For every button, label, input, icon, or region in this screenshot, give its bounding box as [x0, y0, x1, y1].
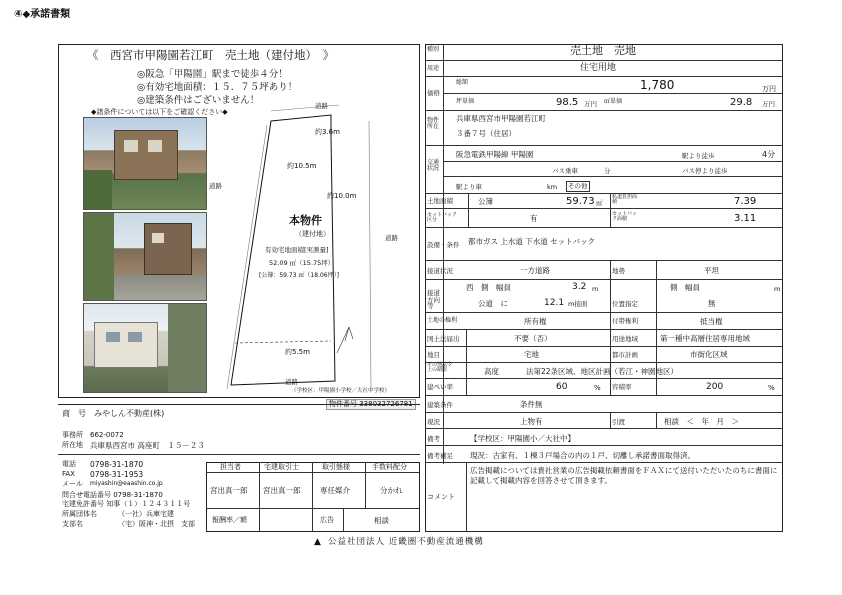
rights-value: 所有権	[524, 317, 547, 326]
private-road-label: 私道負担面積	[612, 194, 638, 205]
address-label: 所在地	[62, 441, 83, 449]
far-value: 200	[706, 382, 724, 392]
bus-walk-label: バス停より徒歩	[682, 167, 728, 175]
road-pub: 公道 に	[478, 299, 508, 308]
ad-bullet-1: ◎阪急「甲陽園」駅まで徒歩４分！	[137, 69, 288, 80]
spec-row-line	[425, 208, 783, 209]
agent-header-1: 宅建取引士	[264, 463, 299, 471]
remark-label: 備考	[427, 435, 440, 443]
other-lim-label: その他法令上の制限	[427, 362, 453, 373]
price-sub: 総額	[456, 79, 469, 86]
access-value: 一方道路	[520, 266, 550, 275]
use-value: 住宅用地	[580, 63, 617, 73]
road-len-unit: m接面	[568, 300, 588, 308]
km-label: km	[547, 183, 558, 191]
spec-col-line	[656, 412, 657, 428]
walk-value: 4分	[762, 150, 776, 159]
road-label-bottom: 道路	[285, 378, 298, 386]
property-photo-1	[83, 117, 207, 210]
setback-area-label: セットバック面積	[612, 211, 637, 222]
ad-bullet-2: ◎有効宅地面積：１５．７５坪あり！	[137, 82, 298, 93]
road-len: 12.1	[544, 298, 565, 308]
map-caption: （学校区：甲陽園小学校／大社中学校）	[291, 388, 391, 394]
extra-value: 抵当権	[700, 317, 723, 326]
cond-value: 条件無	[520, 400, 543, 409]
car-label: 駅より車	[456, 183, 482, 191]
assoc-label: 所属団体名	[62, 510, 97, 518]
private-road-value: 7.39	[734, 196, 757, 207]
spec-row-line	[425, 395, 783, 396]
spec-row-line	[425, 76, 783, 77]
tel-label: 電話	[62, 460, 76, 468]
spec-row-line	[425, 227, 783, 228]
spec-col-line	[468, 193, 469, 227]
assoc: （一社）兵庫宅建	[118, 510, 174, 518]
road-label-left: 道路	[209, 182, 222, 190]
land-unit: ㎡	[596, 199, 603, 207]
use-label: 用途	[427, 65, 440, 72]
setback-area-value: 3.11	[734, 213, 757, 224]
dim-left: 約10.5m	[287, 162, 317, 170]
bus-min: 分	[604, 167, 611, 175]
fee-label: 報酬率／額	[212, 516, 247, 524]
land-act-value: 不要（否）	[514, 334, 552, 343]
walk-label: 駅より徒歩	[682, 152, 715, 160]
status-label: 現況	[427, 418, 440, 426]
spec-row-line	[425, 412, 783, 413]
bcr-value: 60	[556, 382, 568, 392]
spec-row-line	[425, 193, 783, 194]
company-trade: 商 号 みやしん不動産(株)	[62, 409, 165, 418]
rights-label: 土地の権利	[427, 317, 458, 324]
fax: 0798-31-1953	[90, 470, 144, 479]
facility-label: 設備・条件	[427, 241, 460, 249]
land-area: 59.73	[566, 196, 595, 207]
handover-value: 相談 ＜ 年 月 ＞	[664, 417, 739, 426]
ad-value: 相談	[374, 516, 389, 525]
height-value: 高度	[484, 367, 499, 376]
spec-row-line	[425, 145, 783, 146]
branch: （宅）阪神・北摂 支部	[118, 520, 195, 528]
access-label: 接道状況	[427, 267, 453, 275]
spec-row-line	[425, 362, 783, 363]
spec-row-line	[425, 110, 783, 111]
doc-number: 物件番号 338032726781	[326, 399, 416, 410]
price-label: 価格	[427, 89, 440, 97]
agent-value-0: 宮出真一郎	[210, 486, 248, 495]
terrain-value: 平坦	[704, 266, 719, 275]
area-line-1: 有効宅地面積[実測量]	[265, 246, 329, 254]
land-act-label: 国土法届出	[427, 335, 460, 343]
spec-col-line	[466, 329, 467, 395]
loc-2: ３番７号（住居）	[456, 129, 516, 138]
spec-row-line	[425, 279, 783, 280]
traffic-label: 交通状況	[427, 159, 440, 172]
spec-col-line	[610, 412, 611, 428]
terrain-label: 地勢	[612, 267, 625, 275]
spec-row-line	[443, 93, 783, 94]
branch-label: 支部名	[62, 520, 83, 528]
footer-org: 公益社団法人 近畿圏不動産流通機構	[328, 537, 484, 547]
tel: 0798-31-1870	[90, 460, 144, 469]
spec-row-line	[443, 161, 783, 162]
property-photo-3	[83, 303, 207, 393]
facility-value: 都市ガス 上水道 下水道 セットバック	[468, 237, 596, 246]
fax-label: FAX	[62, 470, 75, 478]
bus-label: バス乗車	[552, 167, 578, 175]
setback-label: セットバック区分	[427, 212, 457, 223]
remark-value: 【学校区：甲陽園小／大社中】	[470, 434, 575, 443]
price-unit: 万円	[762, 85, 776, 93]
pos-value: 無	[708, 299, 716, 308]
spec-col-line	[466, 462, 467, 532]
remark2-value: 現況：古家有、１棟３戸場合の内の１戸、切離し承諾書面取得済。	[470, 451, 695, 460]
dim-right: 約10.0m	[327, 192, 357, 200]
ad-label: 広告	[320, 516, 334, 524]
ad-title: 《 西宮市甲陽園若江町 売土地（建付地） 》	[87, 48, 335, 62]
land-label: 土地面積	[427, 197, 453, 205]
mail[interactable]: miyashin@eaashin.co.jp	[90, 480, 163, 487]
area-line-2: 52.09 ㎡（15.75坪）	[269, 259, 335, 267]
comment-value: 広告掲載については貴社営業の広告掲載依頼書面をＦＡＸにて送付いただいたのちに書面に記載して掲載内容を回答させて頂きます。	[470, 466, 778, 486]
road2-unit: m	[774, 285, 781, 293]
road1-value: 西 側 幅員	[466, 283, 511, 292]
sqm-unit: 万円	[762, 100, 775, 108]
zoning-label: 用途地域	[612, 335, 638, 343]
spec-row-line	[425, 378, 783, 379]
road1-width: 3.2	[572, 282, 587, 292]
pos-label: 位置指定	[612, 300, 638, 308]
dim-top: 約3.6m	[315, 128, 340, 136]
road-dir-label: 接道方向等	[427, 289, 440, 310]
loc-1: 兵庫県西宮市甲陽園若江町	[456, 114, 546, 123]
spec-row-line	[425, 445, 783, 446]
agent-value-2: 専任媒介	[320, 486, 350, 495]
flyer-panel	[58, 44, 420, 398]
footer-mark: ▲	[314, 537, 321, 547]
zoning-value: 第一種中高層住居専用地域	[660, 334, 750, 343]
ad-note: ◆諸条件については以下をご確認ください◆	[91, 108, 228, 116]
address: 兵庫県西宮市 高座町 １５－２３	[90, 441, 205, 450]
license: 宅建免許番号 知事（１）１２４３１１号	[62, 500, 191, 508]
category-value: 宅地	[524, 350, 539, 359]
target-title: 本物件	[289, 214, 322, 227]
loc-label: 物件所在	[427, 117, 440, 130]
category-label: 地目	[427, 351, 440, 359]
office-zip: 662-0072	[90, 431, 124, 439]
handover-label: 引渡	[612, 418, 625, 426]
price-value: 1,780	[640, 78, 675, 92]
urban-label: 都市計画	[612, 351, 638, 359]
company-divider	[58, 454, 420, 455]
sqm-label: ㎡単価	[604, 98, 623, 105]
road-label-top: 道路	[315, 102, 328, 110]
spec-row-line	[425, 312, 783, 313]
area-line-3: [公簿：59.73 ㎡（18.06坪）]	[259, 272, 339, 279]
road-label-right: 道路	[385, 234, 398, 242]
tsubo-value: 98.5	[556, 97, 579, 108]
agent-value-1: 宮出真一郎	[263, 486, 301, 495]
comment-label: コメント	[427, 493, 455, 501]
dim-bottom: 約5.5m	[285, 348, 310, 356]
spec-row-line	[443, 176, 783, 177]
status-value: 上物有	[520, 417, 543, 426]
spec-row-line	[425, 60, 783, 61]
extra-label: 付帯権利	[612, 317, 638, 325]
spec-row-line	[425, 462, 783, 463]
bcr-label: 建ぺい率	[427, 383, 453, 391]
type-value: 売土地 売地	[570, 44, 636, 57]
bcr-pct: %	[594, 384, 601, 392]
inquiry-tel: 問合せ電話番号 0798-31-1870	[62, 491, 163, 499]
cond-label: 建築条件	[427, 401, 453, 409]
spec-row-line	[425, 260, 783, 261]
agent-value-3: 分かれ	[380, 486, 403, 495]
line-value: 阪急電鉄甲陽線 甲陽園	[456, 150, 534, 159]
agent-header-2: 取引態様	[322, 463, 350, 471]
other-lim-value: 法第22条区域、地区計画（若江・神園地区）	[526, 367, 679, 376]
spec-row-line	[425, 428, 783, 429]
spec-row-line	[425, 346, 783, 347]
ad-bullet-3: ◎建築条件はございません！	[137, 95, 260, 106]
setback-value: 有	[530, 214, 538, 223]
tsubo-label: 坪単価	[456, 98, 475, 105]
header-label: ④◆承諾書類	[14, 9, 71, 20]
agent-header-3: 手数料配分	[372, 463, 407, 471]
office-label: 事務所	[62, 431, 83, 439]
other-label: その他	[568, 182, 588, 190]
type-label: 種別	[427, 46, 440, 53]
land-kind: 公簿	[478, 197, 493, 206]
road1-unit: m	[592, 285, 599, 293]
remark2-label: 備考補足	[427, 452, 453, 460]
far-label: 容積率	[612, 383, 632, 391]
property-photo-2	[83, 212, 207, 301]
road2-value: 側 幅員	[670, 283, 700, 292]
agent-header-0: 担当者	[220, 463, 241, 471]
sqm-value: 29.8	[730, 97, 753, 108]
tsubo-unit: 万円	[584, 100, 597, 108]
far-pct: %	[768, 384, 775, 392]
target-sub: （建付地）	[295, 230, 330, 238]
spec-col-line	[610, 193, 611, 227]
urban-value: 市街化区域	[690, 350, 728, 359]
mail-label: メール	[62, 480, 83, 488]
spec-row-line	[425, 329, 783, 330]
